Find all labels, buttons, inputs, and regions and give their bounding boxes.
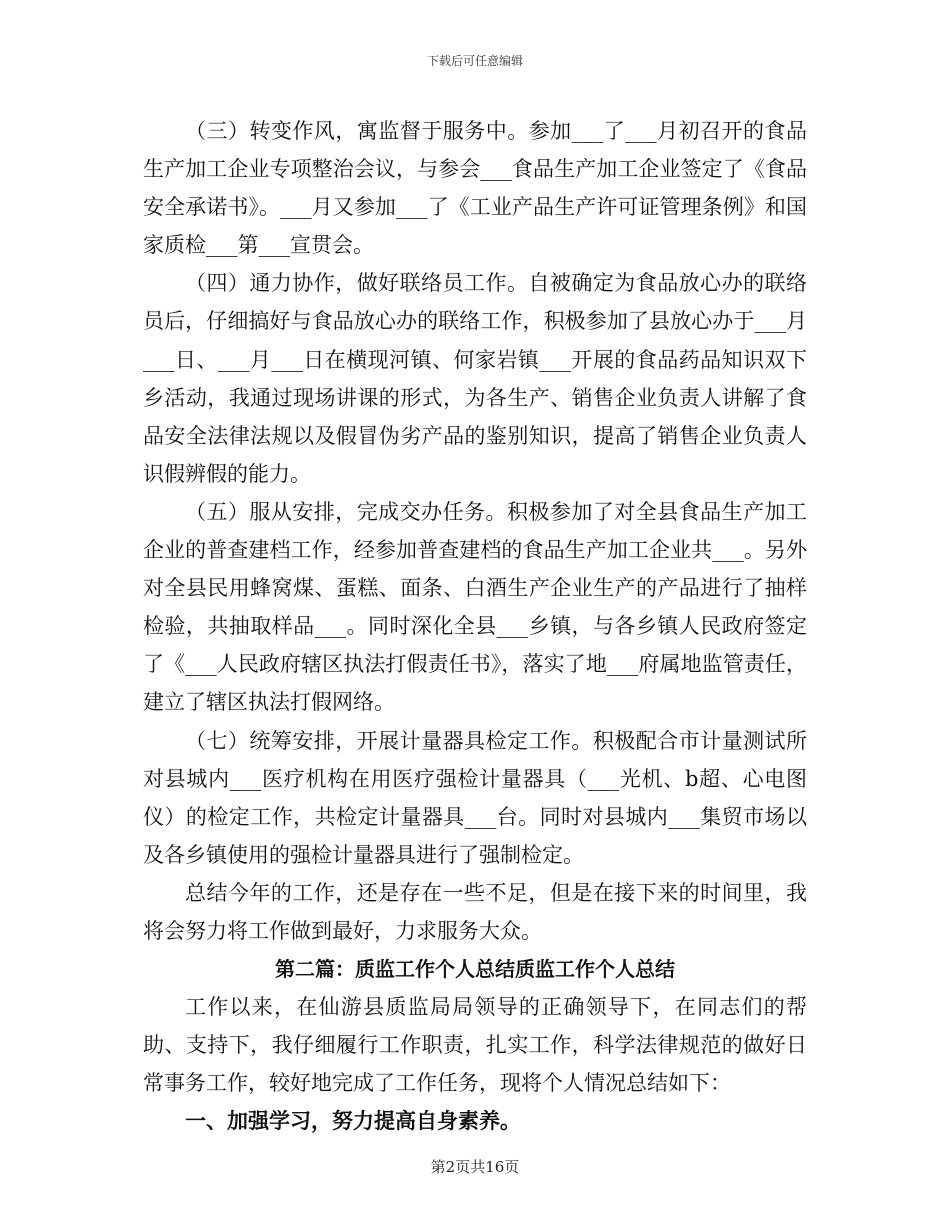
paragraph-section-3: （三）转变作风，寓监督于服务中。参加___了___月初召开的食品生产加工企业专项整治会议，与参会___食品生产加工企业签定了《食品安全承诺书》。___月又参加___了《工业产品生产许可证管理条例》和国家质检___第___宣贯会。 [143,119,807,258]
page-header-note: 下载后可任意编辑 [426,54,523,68]
document-body [143,112,807,1141]
heading-strengthen-learning: 一、加强学习，努力提高自身素养。 [185,1108,521,1134]
section-2-title: 第二篇：质监工作个人总结质监工作个人总结 [275,957,675,982]
paragraph-section-7: （七）统筹安排，开展计量器具检定工作。积极配合市计量测试所对县城内___医疗机构在用医疗强检计量器具（___光机、b超、心电图仪）的检定工作，共检定计量器具___台。同时对县城内___集贸市场以及各乡镇使用的强检计量器具进行了强制检定。 [143,728,807,867]
page-footer-number: 第2页共16页 [430,1158,520,1176]
section-2-intro: 工作以来，在仙游县质监局局领导的正确领导下，在同志们的帮助、支持下，我仔细履行工作职责，扎实工作，科学法律规范的做好日常事务工作，较好地完成了工作任务，现将个人情况总结如下： [143,995,807,1096]
paragraph-section-4: （四）通力协作，做好联络员工作。自被确定为食品放心办的联络员后，仔细搞好与食品放心办的联络工作，积极参加了县放心办于___月___日、___月___日在横现河镇、何家岩镇___开展的食品药品知识双下乡活动，我通过现场讲课的形式，为各生产、销售企业负责人讲解了食品安全法律法规以及假冒伪劣产品的鉴别知识，提高了销售企业负责人识假辨假的能力。 [143,271,807,486]
paragraph-section-5: （五）服从安排，完成交办任务。积极参加了对全县食品生产加工企业的普查建档工作，经参加普查建档的食品生产加工企业共___。另外对全县民用蜂窝煤、蛋糕、面条、白酒生产企业生产的产品进行了抽样检验，共抽取样品___。同时深化全县___乡镇，与各乡镇人民政府签定了《___人民政府辖区执法打假责任书》，落实了地___府属地监管责任，建立了辖区执法打假网络。 [143,499,807,715]
paragraph-summary: 总结今年的工作，还是存在一些不足，但是在接下来的时间里，我将会努力将工作做到最好，力求服务大众。 [143,880,807,943]
